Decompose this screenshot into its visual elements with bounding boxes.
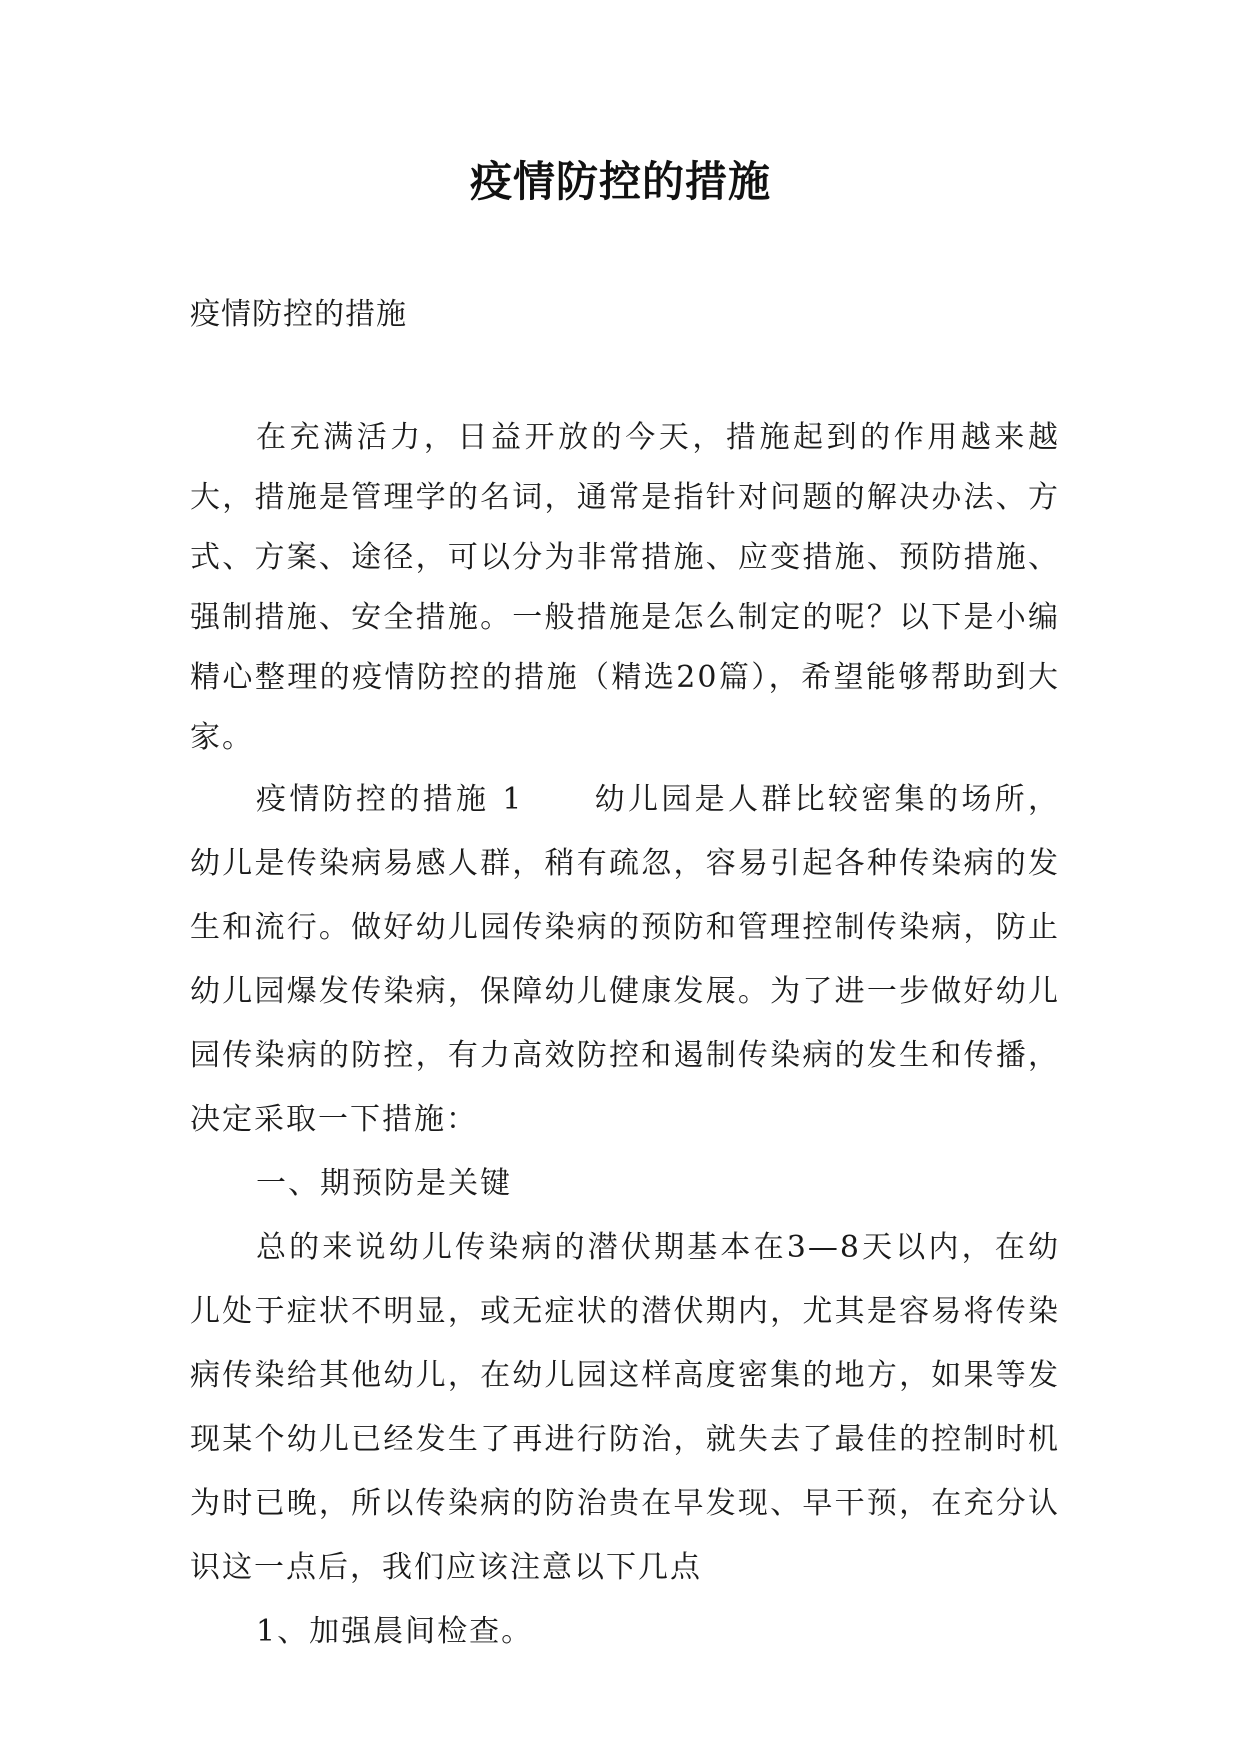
document-title: 疫情防控的措施 — [469, 157, 771, 206]
document-subtitle: 疫情防控的措施 — [190, 297, 407, 332]
section-heading: 疫情防控的措施 1 — [256, 782, 524, 817]
section-1-paragraph — [190, 768, 1060, 1152]
subheading-paragraph: 一、期预防是关键 — [256, 1166, 512, 1201]
incubation-paragraph: 总的来说幼儿传染病的潜伏期基本在3—8天以内，在幼儿处于症状不明显，或无症状的潜伏期内，尤其是容易将传染病传染给其他幼儿，在幼儿园这样高度密集的地方，如果等发现某个幼儿已经发生了再进行防治，就失去了最佳的控制时机为时已晚，所以传染病的防治贵在早发现、早干预，在充分认识这一点后，我们应该注意以下几点 — [190, 1230, 1060, 1585]
document-body — [190, 408, 1060, 1664]
intro-paragraph: 在充满活力，日益开放的今天，措施起到的作用越来越大，措施是管理学的名词，通常是指针对问题的解决办法、方式、方案、途径，可以分为非常措施、应变措施、预防措施、强制措施、安全措施。一般措施是怎么制定的呢？以下是小编精心整理的疫情防控的措施（精选20篇），希望能够帮助到大家。 — [190, 420, 1060, 755]
section-1-text: 幼儿园是人群比较密集的场所，幼儿是传染病易感人群，稍有疏忽，容易引起各种传染病的发生和流行。做好幼儿园传染病的预防和管理控制传染病，防止幼儿园爆发传染病，保障幼儿健康发展。为了进一步做好幼儿园传染病的防控，有力高效防控和遏制传染病的发生和传播，决定采取一下措施： — [190, 782, 1061, 1137]
morning-check-paragraph: 1、加强晨间检查。 — [256, 1614, 534, 1649]
